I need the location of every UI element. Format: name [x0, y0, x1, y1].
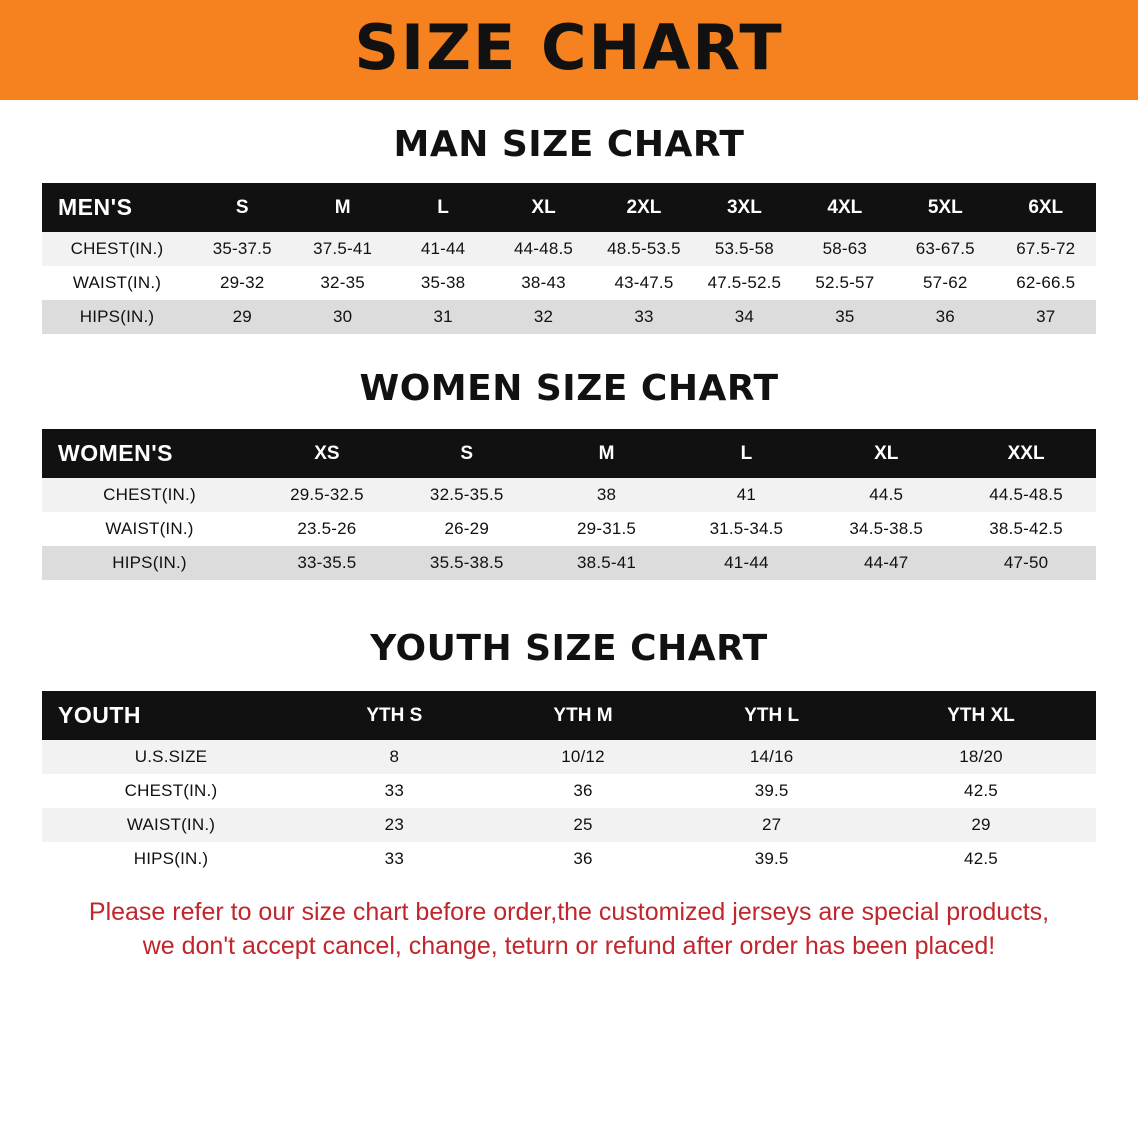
cell: 31 — [393, 300, 493, 334]
column-header: 4XL — [795, 183, 895, 232]
women-table-wrap — [0, 429, 1138, 580]
cell: 57-62 — [895, 266, 995, 300]
youth-size-table — [42, 691, 1096, 876]
cell: 42.5 — [866, 842, 1096, 876]
cell: 39.5 — [677, 842, 866, 876]
cell: 36 — [895, 300, 995, 334]
cell: 42.5 — [866, 774, 1096, 808]
column-header: 5XL — [895, 183, 995, 232]
column-header: L — [676, 429, 816, 478]
cell: 36 — [489, 842, 678, 876]
cell: 35.5-38.5 — [397, 546, 537, 580]
cell: 62-66.5 — [996, 266, 1097, 300]
disclaimer-note — [34, 896, 1104, 964]
column-header: XL — [816, 429, 956, 478]
column-header: YTH S — [300, 691, 489, 740]
cell: 63-67.5 — [895, 232, 995, 266]
table-row — [42, 512, 1096, 546]
cell: 41-44 — [393, 232, 493, 266]
column-header: XS — [257, 429, 397, 478]
cell: 33 — [300, 774, 489, 808]
table-row — [42, 842, 1096, 876]
cell: 14/16 — [677, 740, 866, 774]
cell: 25 — [489, 808, 678, 842]
column-header: YTH M — [489, 691, 678, 740]
cell: 58-63 — [795, 232, 895, 266]
cell: 26-29 — [397, 512, 537, 546]
disclaimer-line-2: we don't accept cancel, change, teturn or refund after order has been placed! — [142, 931, 996, 960]
cell: 37 — [996, 300, 1097, 334]
women-size-table — [42, 429, 1096, 580]
cell: 52.5-57 — [795, 266, 895, 300]
cell: 34.5-38.5 — [816, 512, 956, 546]
row-label: WAIST(IN.) — [42, 808, 300, 842]
table-header-row — [42, 429, 1096, 478]
cell: 44.5-48.5 — [956, 478, 1096, 512]
cell: 8 — [300, 740, 489, 774]
women-section-heading: WOMEN SIZE CHART — [359, 368, 779, 409]
cell: 29 — [192, 300, 292, 334]
cell: 67.5-72 — [996, 232, 1097, 266]
table-row — [42, 546, 1096, 580]
banner — [0, 0, 1138, 100]
cell: 33 — [594, 300, 694, 334]
cell: 23 — [300, 808, 489, 842]
cell: 38-43 — [493, 266, 593, 300]
table-row — [42, 232, 1096, 266]
column-header: YTH L — [677, 691, 866, 740]
column-header: L — [393, 183, 493, 232]
row-label: CHEST(IN.) — [42, 232, 192, 266]
table-row — [42, 808, 1096, 842]
table-row — [42, 478, 1096, 512]
column-header: WOMEN'S — [42, 429, 257, 478]
cell: 53.5-58 — [694, 232, 794, 266]
disclaimer-line-1: Please refer to our size chart before order,the customized jerseys are special products, — [88, 898, 1050, 926]
cell: 44-47 — [816, 546, 956, 580]
cell: 29.5-32.5 — [257, 478, 397, 512]
cell: 41-44 — [676, 546, 816, 580]
table-row — [42, 266, 1096, 300]
table-header-row — [42, 183, 1096, 232]
cell: 38.5-41 — [537, 546, 677, 580]
cell: 43-47.5 — [594, 266, 694, 300]
cell: 41 — [676, 478, 816, 512]
cell: 35-38 — [393, 266, 493, 300]
cell: 35-37.5 — [192, 232, 292, 266]
column-header: 2XL — [594, 183, 694, 232]
cell: 44-48.5 — [493, 232, 593, 266]
column-header: XXL — [956, 429, 1096, 478]
cell: 18/20 — [866, 740, 1096, 774]
cell: 48.5-53.5 — [594, 232, 694, 266]
cell: 34 — [694, 300, 794, 334]
row-label: U.S.SIZE — [42, 740, 300, 774]
table-row — [42, 740, 1096, 774]
table-row — [42, 774, 1096, 808]
man-table-wrap — [0, 183, 1138, 334]
youth-section-heading: YOUTH SIZE CHART — [370, 628, 768, 669]
cell: 38 — [537, 478, 677, 512]
table-header-row — [42, 691, 1096, 740]
column-header: YOUTH — [42, 691, 300, 740]
cell: 32 — [493, 300, 593, 334]
column-header: S — [397, 429, 537, 478]
column-header: 3XL — [694, 183, 794, 232]
youth-table-wrap — [0, 691, 1138, 876]
cell: 37.5-41 — [292, 232, 392, 266]
cell: 29-32 — [192, 266, 292, 300]
cell: 32.5-35.5 — [397, 478, 537, 512]
column-header: M — [292, 183, 392, 232]
cell: 33-35.5 — [257, 546, 397, 580]
row-label: HIPS(IN.) — [42, 546, 257, 580]
cell: 36 — [489, 774, 678, 808]
column-header: MEN'S — [42, 183, 192, 232]
cell: 27 — [677, 808, 866, 842]
row-label: WAIST(IN.) — [42, 266, 192, 300]
cell: 29-31.5 — [537, 512, 677, 546]
column-header: XL — [493, 183, 593, 232]
row-label: HIPS(IN.) — [42, 842, 300, 876]
cell: 47.5-52.5 — [694, 266, 794, 300]
man-size-table — [42, 183, 1096, 334]
row-label: WAIST(IN.) — [42, 512, 257, 546]
row-label: HIPS(IN.) — [42, 300, 192, 334]
cell: 23.5-26 — [257, 512, 397, 546]
column-header: YTH XL — [866, 691, 1096, 740]
table-row — [42, 300, 1096, 334]
row-label: CHEST(IN.) — [42, 774, 300, 808]
cell: 35 — [795, 300, 895, 334]
cell: 44.5 — [816, 478, 956, 512]
row-label: CHEST(IN.) — [42, 478, 257, 512]
page-title: SIZE CHART — [354, 11, 784, 84]
column-header: S — [192, 183, 292, 232]
cell: 38.5-42.5 — [956, 512, 1096, 546]
cell: 10/12 — [489, 740, 678, 774]
cell: 39.5 — [677, 774, 866, 808]
man-section-heading: MAN SIZE CHART — [393, 124, 745, 165]
cell: 33 — [300, 842, 489, 876]
cell: 32-35 — [292, 266, 392, 300]
cell: 30 — [292, 300, 392, 334]
cell: 47-50 — [956, 546, 1096, 580]
column-header: M — [537, 429, 677, 478]
column-header: 6XL — [996, 183, 1097, 232]
cell: 31.5-34.5 — [676, 512, 816, 546]
cell: 29 — [866, 808, 1096, 842]
